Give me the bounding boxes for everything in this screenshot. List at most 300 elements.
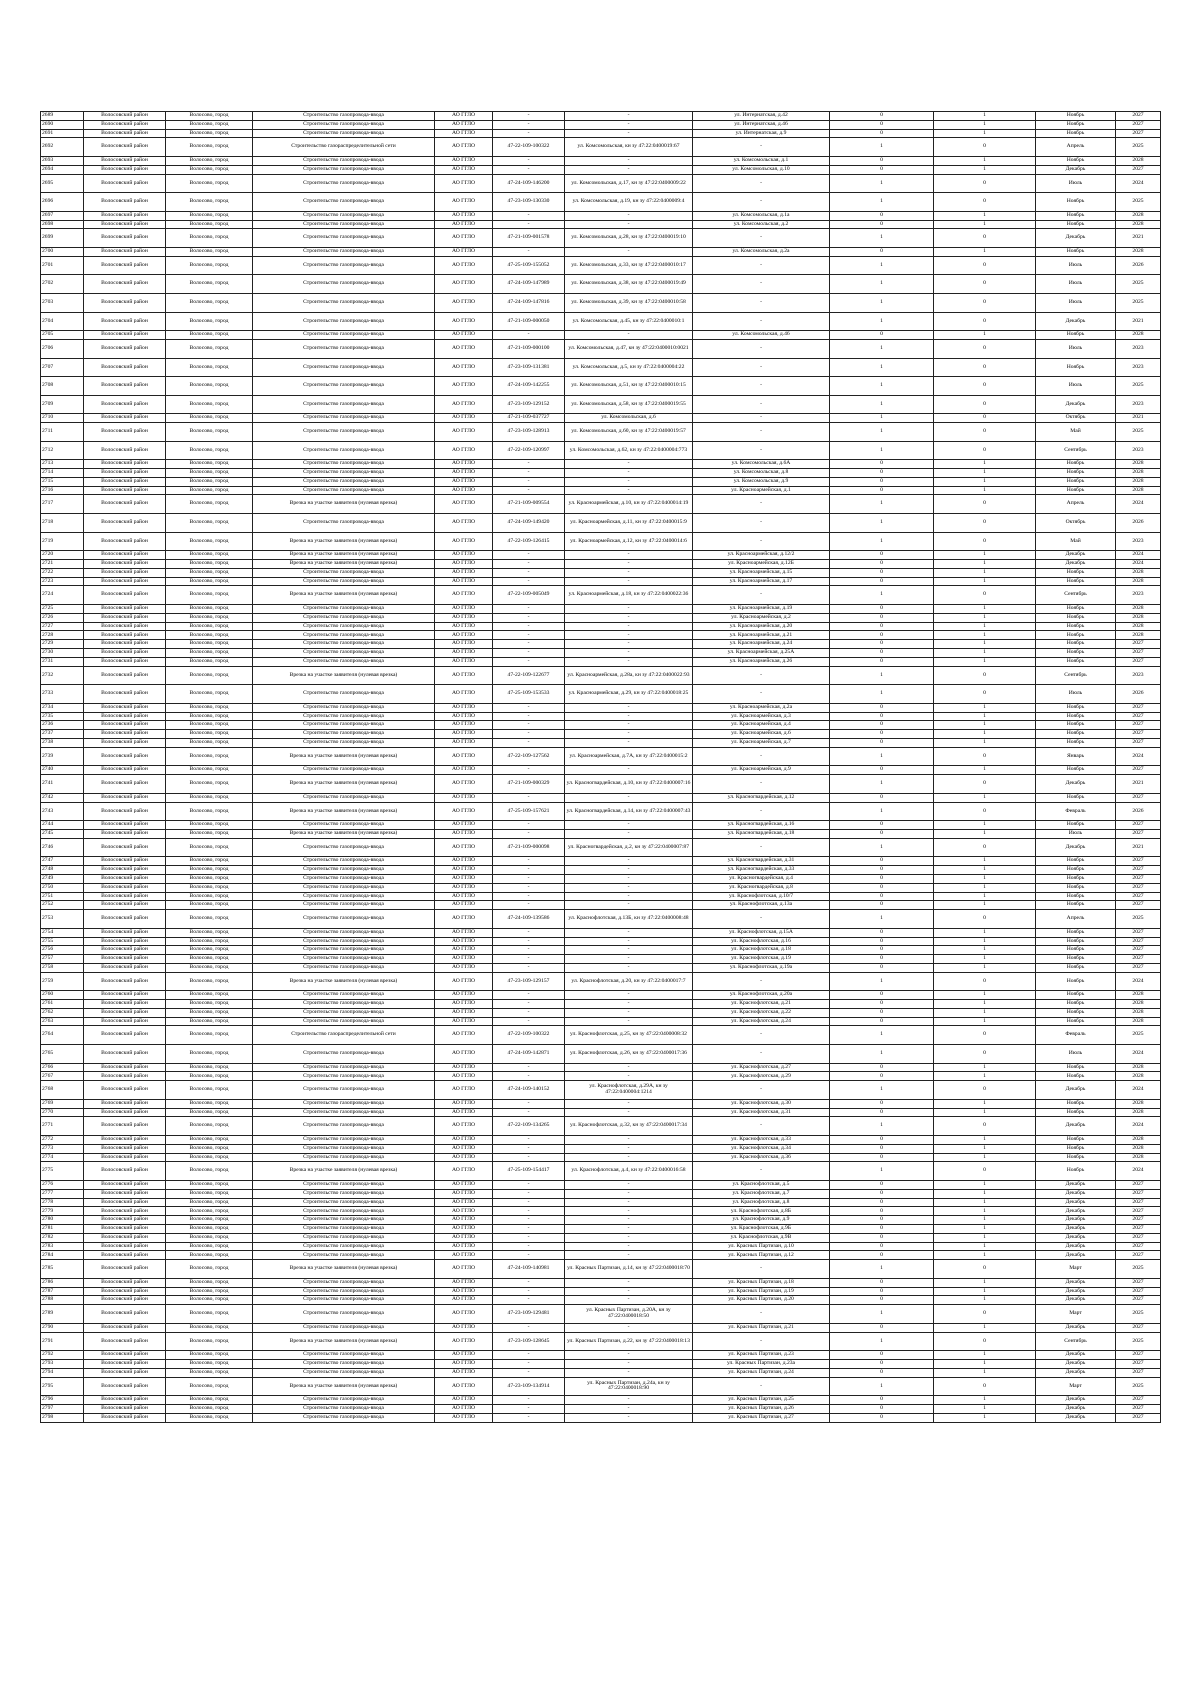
count-with-plot-cell: 1	[830, 775, 934, 794]
district-cell: Волосовский район	[84, 120, 166, 129]
building-address-cell: ул. Красных Партизан, д.18	[693, 1278, 830, 1287]
year-cell: 2025	[1116, 910, 1161, 929]
work-type-cell: Строительство газопровода-ввода	[253, 247, 435, 256]
application-number-cell: -	[493, 613, 565, 622]
month-cell: Ноябрь	[1036, 730, 1116, 739]
year-cell: 2023	[1116, 441, 1161, 460]
month-cell: Март	[1036, 1305, 1116, 1324]
row-number-cell: 2693	[41, 156, 84, 165]
work-type-cell: Строительство газопровода-ввода	[253, 256, 435, 275]
count-with-plot-cell: 0	[830, 1017, 934, 1026]
organization-cell: АО ГГЛО	[435, 1063, 493, 1072]
table-row	[41, 1162, 1161, 1181]
building-address-cell: ул. Краснофлотская, д.13а	[693, 901, 830, 910]
count-without-plot-cell: 0	[934, 747, 1036, 766]
organization-cell: АО ГГЛО	[435, 963, 493, 972]
count-without-plot-cell: 1	[934, 1296, 1036, 1305]
land-plot-address-cell: -	[565, 738, 693, 747]
application-number-cell: -	[493, 1368, 565, 1377]
work-type-cell: Строительство газопровода-ввода	[253, 901, 435, 910]
building-address-cell: -	[693, 339, 830, 358]
building-address-cell: ул. Краснофлотская, д.21	[693, 1000, 830, 1009]
row-number-cell: 2795	[41, 1377, 84, 1396]
application-number-cell: -	[493, 1351, 565, 1360]
settlement-cell: Волосово, город	[166, 1117, 253, 1136]
building-address-cell: ул. Комсомольская, д.2	[693, 220, 830, 229]
year-cell: 2023	[1116, 532, 1161, 551]
table-row	[41, 112, 1161, 121]
building-address-cell: -	[693, 441, 830, 460]
settlement-cell: Волосово, город	[166, 568, 253, 577]
organization-cell: АО ГГЛО	[435, 1296, 493, 1305]
month-cell: Сентябрь	[1036, 441, 1116, 460]
month-cell: Ноябрь	[1036, 712, 1116, 721]
year-cell: 2023	[1116, 395, 1161, 414]
count-with-plot-cell: 0	[830, 577, 934, 586]
organization-cell: АО ГГЛО	[435, 1008, 493, 1017]
count-without-plot-cell: 1	[934, 866, 1036, 875]
count-without-plot-cell: 0	[934, 775, 1036, 794]
organization-cell: АО ГГЛО	[435, 747, 493, 766]
application-number-cell: -	[493, 622, 565, 631]
district-cell: Волосовский район	[84, 441, 166, 460]
month-cell: Ноябрь	[1036, 568, 1116, 577]
table-row	[41, 1026, 1161, 1045]
work-type-cell: Строительство газопровода-ввода	[253, 220, 435, 229]
table-row	[41, 551, 1161, 560]
month-cell: Декабрь	[1036, 1198, 1116, 1207]
count-with-plot-cell: 0	[830, 1108, 934, 1117]
land-plot-address-cell: ул. Красных Партизан, д.14, кн зу 47:22:0400018:70	[565, 1260, 693, 1279]
count-with-plot-cell: 0	[830, 1323, 934, 1332]
building-address-cell: ул. Краснофлотская, д.36	[693, 1153, 830, 1162]
building-address-cell: ул. Комсомольская, д.1	[693, 156, 830, 165]
land-plot-address-cell: -	[565, 247, 693, 256]
month-cell: Декабрь	[1036, 1404, 1116, 1413]
year-cell: 2028	[1116, 460, 1161, 469]
month-cell: Декабрь	[1036, 395, 1116, 414]
row-number-cell: 2750	[41, 883, 84, 892]
table-row	[41, 1359, 1161, 1368]
count-with-plot-cell: 1	[830, 414, 934, 423]
work-type-cell: Строительство газопровода-ввода	[253, 955, 435, 964]
year-cell: 2025	[1116, 423, 1161, 442]
settlement-cell: Волосово, город	[166, 586, 253, 605]
month-cell: Ноябрь	[1036, 892, 1116, 901]
year-cell: 2027	[1116, 829, 1161, 838]
building-address-cell: ул. Красноармейская, д.4	[693, 721, 830, 730]
district-cell: Волосовский район	[84, 1081, 166, 1100]
application-number-cell: -	[493, 874, 565, 883]
month-cell: Декабрь	[1036, 1368, 1116, 1377]
building-address-cell: ул. Краснофлотская, д.9	[693, 1216, 830, 1225]
year-cell: 2028	[1116, 1153, 1161, 1162]
count-without-plot-cell: 1	[934, 1207, 1036, 1216]
work-type-cell: Строительство газопровода-ввода	[253, 703, 435, 712]
table-row	[41, 1063, 1161, 1072]
application-number-cell: -	[493, 1216, 565, 1225]
settlement-cell: Волосово, город	[166, 1368, 253, 1377]
application-number-cell: 47-24-109-140152	[493, 1081, 565, 1100]
month-cell: Ноябрь	[1036, 460, 1116, 469]
application-number-cell: -	[493, 821, 565, 830]
month-cell: Декабрь	[1036, 1396, 1116, 1405]
district-cell: Волосовский район	[84, 165, 166, 174]
district-cell: Волосовский район	[84, 1396, 166, 1405]
count-with-plot-cell: 0	[830, 1216, 934, 1225]
row-number-cell: 2772	[41, 1136, 84, 1145]
settlement-cell: Волосово, город	[166, 423, 253, 442]
month-cell: Ноябрь	[1036, 721, 1116, 730]
year-cell: 2024	[1116, 551, 1161, 560]
settlement-cell: Волосово, город	[166, 874, 253, 883]
month-cell: Ноябрь	[1036, 247, 1116, 256]
table-row	[41, 339, 1161, 358]
building-address-cell: -	[693, 293, 830, 312]
year-cell: 2025	[1116, 1026, 1161, 1045]
year-cell: 2024	[1116, 560, 1161, 569]
organization-cell: АО ГГЛО	[435, 1368, 493, 1377]
table-row	[41, 1260, 1161, 1279]
count-without-plot-cell: 1	[934, 1287, 1036, 1296]
month-cell: Ноябрь	[1036, 1153, 1116, 1162]
land-plot-address-cell: ул. Комсомольская, д.58, кн зу 47:22:0400019:55	[565, 395, 693, 414]
table-row	[41, 963, 1161, 972]
building-address-cell: ул. Красных Партизан, д.24	[693, 1368, 830, 1377]
district-cell: Волосовский район	[84, 821, 166, 830]
application-number-cell: -	[493, 1242, 565, 1251]
count-without-plot-cell: 0	[934, 1162, 1036, 1181]
work-type-cell: Строительство газопровода-ввода	[253, 229, 435, 248]
organization-cell: АО ГГЛО	[435, 138, 493, 157]
count-without-plot-cell: 0	[934, 174, 1036, 193]
year-cell: 2027	[1116, 640, 1161, 649]
row-number-cell: 2755	[41, 937, 84, 946]
year-cell: 2027	[1116, 963, 1161, 972]
table-row	[41, 414, 1161, 423]
year-cell: 2027	[1116, 1181, 1161, 1190]
year-cell: 2027	[1116, 657, 1161, 666]
work-type-cell: Строительство газопровода-ввода	[253, 423, 435, 442]
organization-cell: АО ГГЛО	[435, 991, 493, 1000]
building-address-cell: -	[693, 1117, 830, 1136]
table-row	[41, 1233, 1161, 1242]
land-plot-address-cell: -	[565, 730, 693, 739]
building-address-cell: ул. Красных Партизан, д.25	[693, 1396, 830, 1405]
count-without-plot-cell: 1	[934, 649, 1036, 658]
settlement-cell: Волосово, город	[166, 963, 253, 972]
district-cell: Волосовский район	[84, 586, 166, 605]
year-cell: 2026	[1116, 802, 1161, 821]
month-cell: Сентябрь	[1036, 586, 1116, 605]
year-cell: 2027	[1116, 857, 1161, 866]
district-cell: Волосовский район	[84, 477, 166, 486]
row-number-cell: 2733	[41, 685, 84, 704]
land-plot-address-cell: -	[565, 1351, 693, 1360]
settlement-cell: Волосово, город	[166, 838, 253, 857]
count-with-plot-cell: 1	[830, 275, 934, 294]
application-number-cell: -	[493, 460, 565, 469]
settlement-cell: Волосово, город	[166, 577, 253, 586]
row-number-cell: 2765	[41, 1045, 84, 1064]
count-without-plot-cell: 1	[934, 1396, 1036, 1405]
work-type-cell: Строительство газопровода-ввода	[253, 156, 435, 165]
organization-cell: АО ГГЛО	[435, 775, 493, 794]
building-address-cell: ул. Краснофлотская, д.29	[693, 1072, 830, 1081]
count-without-plot-cell: 1	[934, 1136, 1036, 1145]
work-type-cell: Врезка на участке заявителя (нулевая врезка)	[253, 1260, 435, 1279]
count-without-plot-cell: 0	[934, 1045, 1036, 1064]
row-number-cell: 2741	[41, 775, 84, 794]
row-number-cell: 2754	[41, 928, 84, 937]
count-with-plot-cell: 0	[830, 1413, 934, 1422]
count-without-plot-cell: 1	[934, 1225, 1036, 1234]
land-plot-address-cell: ул. Краснофлотская, д.29А, кн зу 47:22:0400004:1214	[565, 1081, 693, 1100]
organization-cell: АО ГГЛО	[435, 1099, 493, 1108]
table-row	[41, 174, 1161, 193]
settlement-cell: Волосово, город	[166, 1136, 253, 1145]
year-cell: 2028	[1116, 156, 1161, 165]
work-type-cell: Врезка на участке заявителя (нулевая врезка)	[253, 495, 435, 514]
row-number-cell: 2716	[41, 486, 84, 495]
organization-cell: АО ГГЛО	[435, 577, 493, 586]
year-cell: 2028	[1116, 1099, 1161, 1108]
district-cell: Волосовский район	[84, 657, 166, 666]
settlement-cell: Волосово, город	[166, 339, 253, 358]
work-type-cell: Строительство газопровода-ввода	[253, 1368, 435, 1377]
district-cell: Волосовский район	[84, 857, 166, 866]
row-number-cell: 2798	[41, 1413, 84, 1422]
count-without-plot-cell: 1	[934, 120, 1036, 129]
count-with-plot-cell: 1	[830, 1162, 934, 1181]
settlement-cell: Волосово, город	[166, 883, 253, 892]
year-cell: 2027	[1116, 1296, 1161, 1305]
count-without-plot-cell: 0	[934, 138, 1036, 157]
settlement-cell: Волосово, город	[166, 1251, 253, 1260]
work-type-cell: Строительство газопровода-ввода	[253, 1413, 435, 1422]
month-cell: Ноябрь	[1036, 928, 1116, 937]
district-cell: Волосовский район	[84, 685, 166, 704]
row-number-cell: 2736	[41, 721, 84, 730]
year-cell: 2027	[1116, 1233, 1161, 1242]
land-plot-address-cell: -	[565, 1136, 693, 1145]
row-number-cell: 2752	[41, 901, 84, 910]
row-number-cell: 2734	[41, 703, 84, 712]
land-plot-address-cell: -	[565, 1251, 693, 1260]
count-without-plot-cell: 0	[934, 586, 1036, 605]
organization-cell: АО ГГЛО	[435, 857, 493, 866]
year-cell: 2028	[1116, 247, 1161, 256]
land-plot-address-cell: -	[565, 1008, 693, 1017]
count-with-plot-cell: 0	[830, 622, 934, 631]
row-number-cell: 2782	[41, 1233, 84, 1242]
settlement-cell: Волосово, город	[166, 532, 253, 551]
work-type-cell: Строительство газопровода-ввода	[253, 358, 435, 377]
row-number-cell: 2762	[41, 1008, 84, 1017]
land-plot-address-cell: -	[565, 551, 693, 560]
building-address-cell: ул. Краснофлотская, д.8	[693, 1198, 830, 1207]
month-cell: Ноябрь	[1036, 613, 1116, 622]
land-plot-address-cell: ул. Комсомольская, д.51, кн зу 47:22:0400010:15	[565, 377, 693, 396]
land-plot-address-cell: -	[565, 129, 693, 138]
count-without-plot-cell: 1	[934, 857, 1036, 866]
count-with-plot-cell: 0	[830, 649, 934, 658]
month-cell: Ноябрь	[1036, 211, 1116, 220]
year-cell: 2028	[1116, 568, 1161, 577]
count-with-plot-cell: 0	[830, 883, 934, 892]
land-plot-address-cell: -	[565, 1404, 693, 1413]
land-plot-address-cell: -	[565, 605, 693, 614]
row-number-cell: 2718	[41, 514, 84, 533]
land-plot-address-cell: ул. Комсомольская, д.6	[565, 414, 693, 423]
table-row	[41, 156, 1161, 165]
organization-cell: АО ГГЛО	[435, 874, 493, 883]
year-cell: 2026	[1116, 256, 1161, 275]
work-type-cell: Строительство газопровода-ввода	[253, 568, 435, 577]
count-with-plot-cell: 0	[830, 866, 934, 875]
application-number-cell: -	[493, 247, 565, 256]
application-number-cell: -	[493, 1017, 565, 1026]
count-with-plot-cell: 0	[830, 946, 934, 955]
land-plot-address-cell: -	[565, 928, 693, 937]
row-number-cell: 2727	[41, 622, 84, 631]
row-number-cell: 2760	[41, 991, 84, 1000]
application-number-cell: 47-23-109-128645	[493, 1332, 565, 1351]
month-cell: Ноябрь	[1036, 946, 1116, 955]
count-with-plot-cell: 0	[830, 568, 934, 577]
month-cell: Ноябрь	[1036, 937, 1116, 946]
count-without-plot-cell: 0	[934, 1305, 1036, 1324]
table-row	[41, 1368, 1161, 1377]
application-number-cell: 47-22-109-100322	[493, 138, 565, 157]
building-address-cell: ул. Краснофлотская, д.24	[693, 1017, 830, 1026]
settlement-cell: Волосово, город	[166, 703, 253, 712]
table-row	[41, 165, 1161, 174]
year-cell: 2024	[1116, 1162, 1161, 1181]
settlement-cell: Волосово, город	[166, 857, 253, 866]
application-number-cell: -	[493, 766, 565, 775]
row-number-cell: 2725	[41, 605, 84, 614]
district-cell: Волосовский район	[84, 775, 166, 794]
count-without-plot-cell: 0	[934, 312, 1036, 331]
land-plot-address-cell: -	[565, 165, 693, 174]
count-with-plot-cell: 1	[830, 685, 934, 704]
application-number-cell: 47-24-109-139586	[493, 910, 565, 929]
settlement-cell: Волосово, город	[166, 1072, 253, 1081]
work-type-cell: Строительство газопровода-ввода	[253, 1207, 435, 1216]
building-address-cell: -	[693, 174, 830, 193]
district-cell: Волосовский район	[84, 514, 166, 533]
district-cell: Волосовский район	[84, 649, 166, 658]
table-row	[41, 613, 1161, 622]
count-with-plot-cell: 0	[830, 991, 934, 1000]
settlement-cell: Волосово, город	[166, 730, 253, 739]
year-cell: 2027	[1116, 946, 1161, 955]
count-without-plot-cell: 0	[934, 685, 1036, 704]
district-cell: Волосовский район	[84, 1351, 166, 1360]
count-with-plot-cell: 0	[830, 460, 934, 469]
month-cell: Декабрь	[1036, 1181, 1116, 1190]
organization-cell: АО ГГЛО	[435, 275, 493, 294]
count-without-plot-cell: 1	[934, 622, 1036, 631]
land-plot-address-cell: ул. Комсомольская, д.5, кн зу 47:22:0400004:22	[565, 358, 693, 377]
year-cell: 2025	[1116, 1332, 1161, 1351]
year-cell: 2027	[1116, 1207, 1161, 1216]
year-cell: 2027	[1116, 1242, 1161, 1251]
count-with-plot-cell: 1	[830, 666, 934, 685]
application-number-cell: -	[493, 892, 565, 901]
count-with-plot-cell: 1	[830, 1117, 934, 1136]
work-type-cell: Врезка на участке заявителя (нулевая врезка)	[253, 1377, 435, 1396]
table-row	[41, 703, 1161, 712]
month-cell: Декабрь	[1036, 1278, 1116, 1287]
application-number-cell: -	[493, 1359, 565, 1368]
district-cell: Волосовский район	[84, 414, 166, 423]
month-cell: Ноябрь	[1036, 631, 1116, 640]
application-number-cell: -	[493, 112, 565, 121]
settlement-cell: Волосово, город	[166, 657, 253, 666]
district-cell: Волосовский район	[84, 883, 166, 892]
table-row	[41, 312, 1161, 331]
organization-cell: АО ГГЛО	[435, 1153, 493, 1162]
settlement-cell: Волосово, город	[166, 560, 253, 569]
district-cell: Волосовский район	[84, 312, 166, 331]
work-type-cell: Строительство газопровода-ввода	[253, 193, 435, 212]
count-without-plot-cell: 0	[934, 1260, 1036, 1279]
year-cell: 2027	[1116, 1189, 1161, 1198]
organization-cell: АО ГГЛО	[435, 193, 493, 212]
application-number-cell: -	[493, 1153, 565, 1162]
count-without-plot-cell: 1	[934, 551, 1036, 560]
table-row	[41, 991, 1161, 1000]
application-number-cell: 47-22-109-120997	[493, 441, 565, 460]
year-cell: 2023	[1116, 358, 1161, 377]
month-cell: Ноябрь	[1036, 1072, 1116, 1081]
row-number-cell: 2785	[41, 1260, 84, 1279]
building-address-cell: ул. Комсомольская, д.8	[693, 469, 830, 478]
table-row	[41, 1198, 1161, 1207]
table-row	[41, 937, 1161, 946]
application-number-cell: -	[493, 866, 565, 875]
month-cell: Ноябрь	[1036, 1144, 1116, 1153]
table-row	[41, 1153, 1161, 1162]
land-plot-address-cell: -	[565, 560, 693, 569]
land-plot-address-cell: -	[565, 1108, 693, 1117]
settlement-cell: Волосово, город	[166, 477, 253, 486]
application-number-cell: -	[493, 1225, 565, 1234]
row-number-cell: 2735	[41, 712, 84, 721]
month-cell: Ноябрь	[1036, 901, 1116, 910]
organization-cell: АО ГГЛО	[435, 247, 493, 256]
count-without-plot-cell: 1	[934, 469, 1036, 478]
count-without-plot-cell: 1	[934, 766, 1036, 775]
row-number-cell: 2712	[41, 441, 84, 460]
row-number-cell: 2747	[41, 857, 84, 866]
table-row	[41, 1287, 1161, 1296]
work-type-cell: Строительство газопровода-ввода	[253, 1063, 435, 1072]
application-number-cell: -	[493, 738, 565, 747]
organization-cell: АО ГГЛО	[435, 1072, 493, 1081]
settlement-cell: Волосово, город	[166, 495, 253, 514]
count-with-plot-cell: 0	[830, 1207, 934, 1216]
month-cell: Ноябрь	[1036, 156, 1116, 165]
month-cell: Ноябрь	[1036, 1136, 1116, 1145]
application-number-cell: -	[493, 1278, 565, 1287]
work-type-cell: Строительство газораспределительной сети	[253, 1026, 435, 1045]
district-cell: Волосовский район	[84, 275, 166, 294]
work-type-cell: Строительство газопровода-ввода	[253, 120, 435, 129]
settlement-cell: Волосово, город	[166, 928, 253, 937]
